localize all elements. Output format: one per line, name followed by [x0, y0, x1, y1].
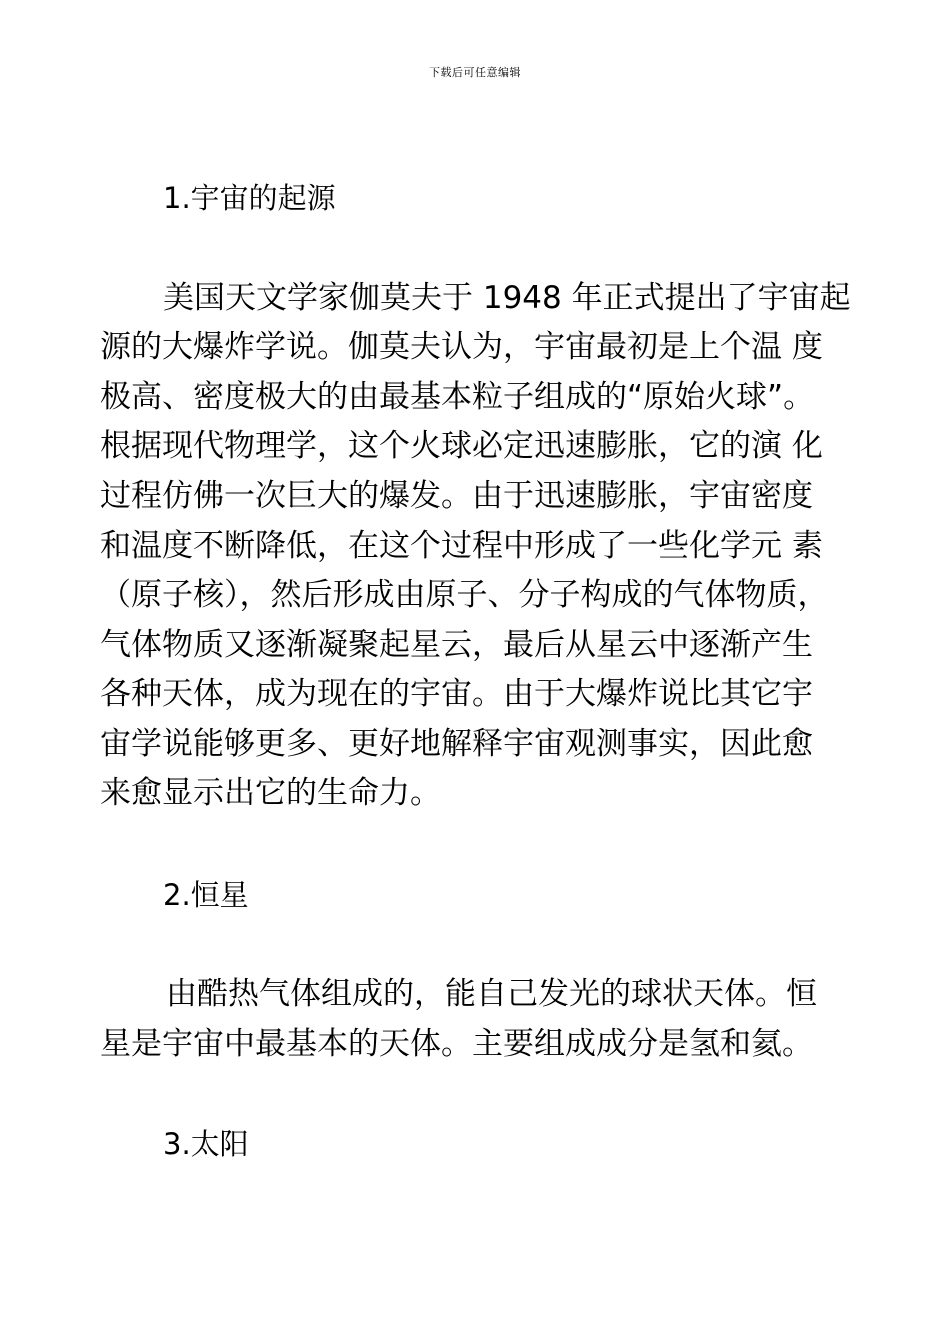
paragraph-line: 美国天文学家伽莫夫于 1948 年正式提出了宇宙起 — [163, 280, 851, 316]
paragraph-line: 源的大爆炸学说。伽莫夫认为，宇宙最初是上个温 度 — [100, 329, 823, 365]
paragraph-line: 根据现代物理学，这个火球必定迅速膨胀，它的演 化 — [100, 428, 823, 464]
paragraph-line: 宙学说能够更多、更好地解释宇宙观测事实，因此愈 — [100, 726, 813, 762]
paragraph-line: 由酷热气体组成的，能自己发光的球状天体。恒 — [166, 976, 817, 1012]
page-header: 下载后可任意编辑 — [429, 66, 521, 79]
paragraph-line: 极高、密度极大的由最基本粒子组成的“原始火球”。 — [100, 379, 815, 415]
paragraph-line: 和温度不断降低，在这个过程中形成了一些化学元 素 — [100, 528, 823, 564]
paragraph-line: 星是宇宙中最基本的天体。主要组成成分是氢和氦。 — [100, 1026, 813, 1062]
section-heading: 2.恒星 — [163, 878, 249, 912]
paragraph-line: 过程仿佛一次巨大的爆发。由于迅速膨胀，宇宙密度 — [100, 478, 813, 514]
section-heading: 1.宇宙的起源 — [163, 181, 336, 215]
paragraph-line: 来愈显示出它的生命力。 — [100, 775, 441, 811]
paragraph-line: （原子核），然后形成由原子、分子构成的气体物质， — [100, 577, 829, 613]
paragraph-line: 气体物质又逐渐凝聚起星云，最后从星云中逐渐产生 — [100, 627, 813, 663]
paragraph-line: 各种天体，成为现在的宇宙。由于大爆炸说比其它宇 — [100, 676, 813, 712]
section-heading: 3.太阳 — [163, 1127, 249, 1161]
